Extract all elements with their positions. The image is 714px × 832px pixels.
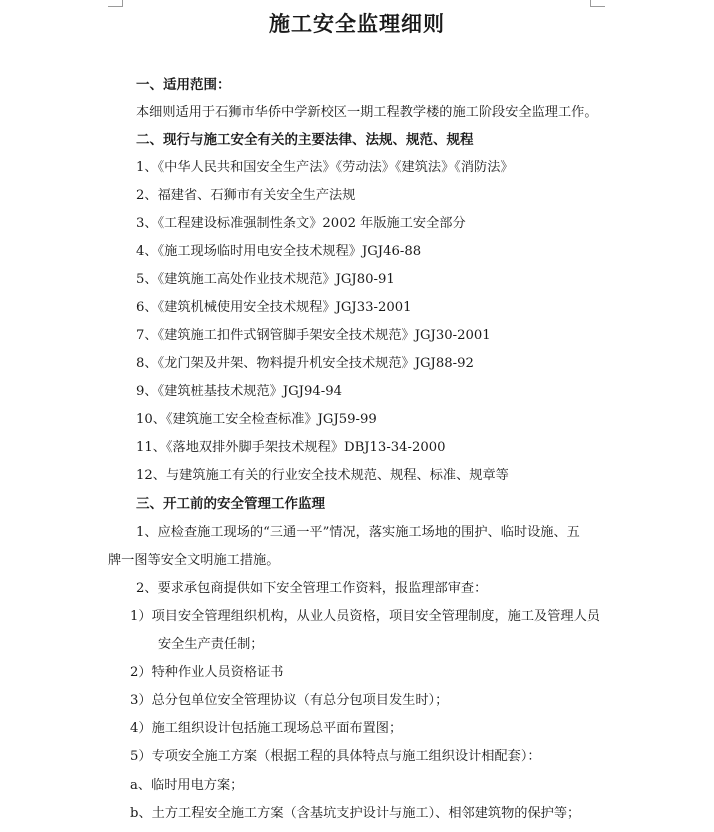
law-item-6: 6、《建筑机械使用安全技术规程》JGJ33-2001 xyxy=(136,300,412,315)
crop-mark-top-right xyxy=(590,0,605,7)
section3-para1-line2: 牌一图等安全文明施工措施。 xyxy=(108,553,280,568)
section3-heading: 三、开工前的安全管理工作监理 xyxy=(136,496,325,512)
law-item-4: 4、《施工现场临时用电安全技术规程》JGJ46-88 xyxy=(136,244,422,259)
sub-item-5: 5）专项安全施工方案（根据工程的具体特点与施工组织设计相配套）： xyxy=(130,749,541,764)
section1-text: 本细则适用于石狮市华侨中学新校区一期工程教学楼的施工阶段安全监理工作。 xyxy=(136,105,598,120)
law-item-11: 11、《落地双排外脚手架技术规程》DBJ13-34-2000 xyxy=(136,440,446,455)
sub-item-2: 2）特种作业人员资格证书 xyxy=(130,665,284,680)
document-title: 施工安全监理细则 xyxy=(269,12,445,36)
law-item-3: 3、《工程建设标准强制性条文》2002 年版施工安全部分 xyxy=(136,216,466,231)
law-item-2: 2、福建省、石狮市有关安全生产法规 xyxy=(136,188,356,203)
sub-item-3: 3）总分包单位安全管理协议（有总分包项目发生时）； xyxy=(130,693,449,708)
law-item-5: 5、《建筑施工高处作业技术规范》JGJ80-91 xyxy=(136,272,395,287)
section3-para2: 2、要求承包商提供如下安全管理工作资料，报监理部审查： xyxy=(136,581,488,596)
law-item-1: 1、《中华人民共和国安全生产法》《劳动法》《建筑法》《消防法》 xyxy=(136,160,514,175)
sub-item-4: 4）施工组织设计包括施工现场总平面布置图； xyxy=(130,721,403,736)
plan-item-b: b、土方工程安全施工方案（含基坑支护设计与施工）、相邻建筑物的保护等； xyxy=(130,806,581,821)
crop-mark-top-left xyxy=(108,0,123,7)
law-item-12: 12、与建筑施工有关的行业安全技术规范、规程、标准、规章等 xyxy=(136,468,509,483)
sub-item-1-line1: 1）项目安全管理组织机构，从业人员资格，项目安全管理制度，施工及管理人员 xyxy=(130,609,600,624)
law-item-8: 8、《龙门架及井架、物料提升机安全技术规范》JGJ88-92 xyxy=(136,356,474,371)
section3-para1-line1: 1、应检查施工现场的“三通一平”情况，落实施工场地的围护、临时设施、五 xyxy=(136,525,580,540)
law-item-9: 9、《建筑桩基技术规范》JGJ94-94 xyxy=(136,384,342,399)
law-item-10: 10、《建筑施工安全检查标准》JGJ59-99 xyxy=(136,412,377,427)
section2-heading: 二、现行与施工安全有关的主要法律、法规、规范、规程 xyxy=(136,132,474,148)
plan-item-a: a、临时用电方案； xyxy=(130,778,244,793)
section1-heading: 一、适用范围： xyxy=(136,77,231,93)
sub-item-1-line2: 安全生产责任制； xyxy=(158,637,264,652)
law-item-7: 7、《建筑施工扣件式钢管脚手架安全技术规范》JGJ30-2001 xyxy=(136,328,491,343)
